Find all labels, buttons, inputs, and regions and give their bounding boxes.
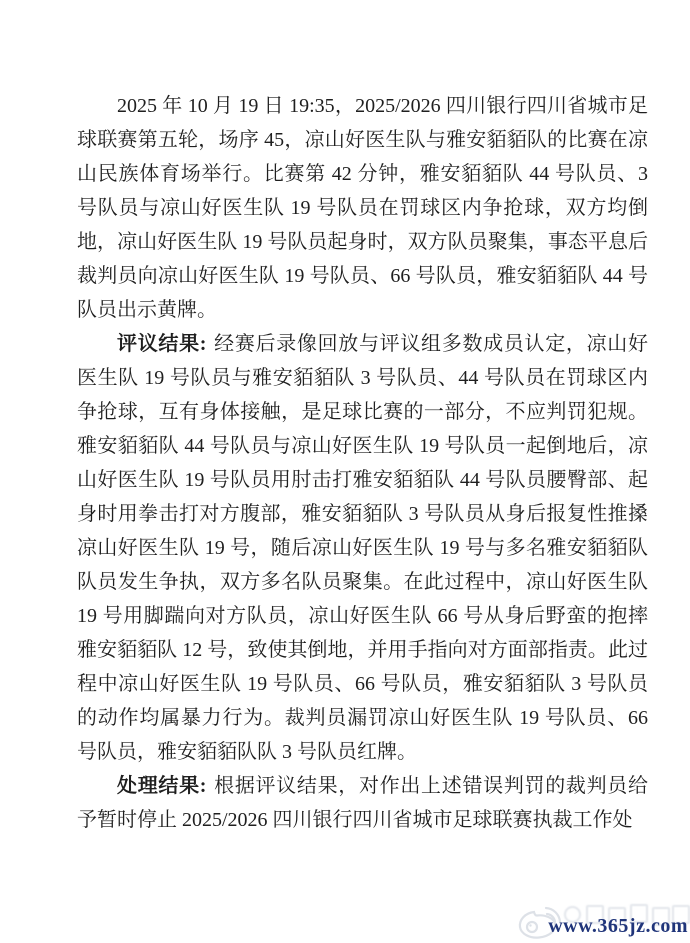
watermark-site-url: www.365jz.com: [548, 915, 688, 937]
paragraph-match-report: [77, 89, 648, 327]
paragraph-review-result: [77, 327, 648, 769]
handling-result-text: 根据评议结果，对作出上述错误判罚的裁判员给予暂时停止 2025/2026 四川银行四川省城市足球联赛执裁工作处: [77, 775, 648, 831]
paragraph-handling-result: [77, 769, 648, 837]
review-result-label: 评议结果:: [117, 333, 207, 355]
watermark: [518, 898, 690, 942]
review-result-text: 经赛后录像回放与评议组多数成员认定，凉山好医生队 19 号队员与雅安貊貊队 3 号队员、44 号队员在罚球区内争抢球，互有身体接触，是足球比赛的一部分，不应判罚犯规。雅安貊貊队 44 号队员与凉山好医生队 19 号队员一起倒地后，凉山好医生队 19 号队员用肘击打雅安貊貊队 44 号队员腰臀部、起身时用拳击打对方腹部，雅安貊貊队 3 号队员从身后报复性推搡凉山好医生队 19 号，随后凉山好医生队 19 号与多名雅安貊貊队队员发生争执，双方多名队员聚集。在此过程中，凉山好医生队 19 号用脚踹向对方队员，凉山好医生队 66 号从身后野蛮的抱摔雅安貊貊队 12 号，致使其倒地，并用手指向对方面部指责。此过程中凉山好医生队 19 号队员、66 号队员，雅安貊貊队 3 号队员的动作均属暴力行为。裁判员漏罚凉山好医生队 19 号队员、66 号队员，雅安貊貊队队 3 号队员红牌。: [77, 333, 648, 763]
document-body: [77, 89, 648, 837]
handling-result-label: 处理结果:: [117, 775, 207, 797]
match-report-text: 2025 年 10 月 19 日 19:35，2025/2026 四川银行四川省城市足球联赛第五轮，场序 45，凉山好医生队与雅安貊貊队的比赛在凉山民族体育场举行。比赛第 42 分钟，雅安貊貊队 44 号队员、3 号队员与凉山好医生队 19 号队员在罚球区内争抢球，双方均倒地，凉山好医生队 19 号队员起身时，双方队员聚集，事态平息后裁判员向凉山好医生队 19 号队员、66 号队员，雅安貊貊队 44 号队员出示黄牌。: [77, 95, 648, 321]
